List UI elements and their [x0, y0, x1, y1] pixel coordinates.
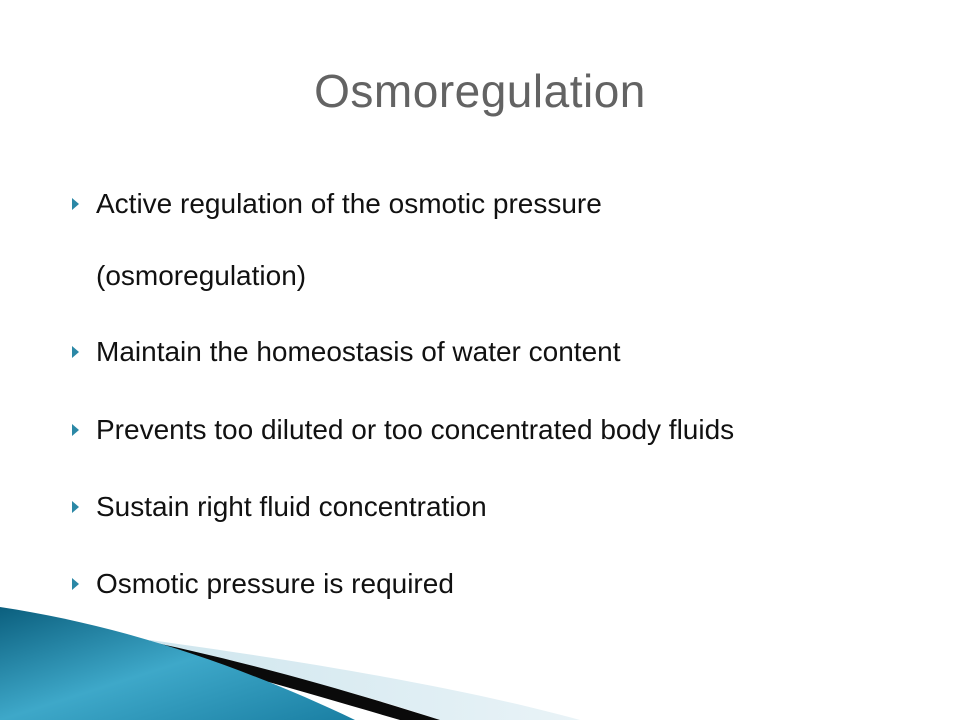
- bullet-text: Sustain right fluid concentration: [96, 491, 487, 522]
- slide-title: Osmoregulation: [314, 65, 646, 117]
- bullet-arrow-icon: [72, 501, 79, 513]
- bullet-item: [72, 489, 932, 525]
- bullet-arrow-icon: [72, 346, 79, 358]
- bullet-text: Active regulation of the osmotic pressure: [96, 188, 602, 219]
- bullet-arrow-icon: [72, 424, 79, 436]
- bullet-item: [72, 412, 932, 448]
- bullet-arrow-icon: [72, 578, 79, 590]
- bullet-text: Osmotic pressure is required: [96, 568, 454, 599]
- bullet-item: [72, 566, 932, 602]
- bullet-item: [72, 186, 932, 296]
- bullet-text-continuation: (osmoregulation): [96, 260, 307, 291]
- bullet-text: Prevents too diluted or too concentrated body fluids: [96, 414, 735, 445]
- bullet-text: Maintain the homeostasis of water content: [96, 336, 621, 367]
- bullet-item: [72, 334, 932, 370]
- bullet-arrow-icon: [72, 198, 79, 210]
